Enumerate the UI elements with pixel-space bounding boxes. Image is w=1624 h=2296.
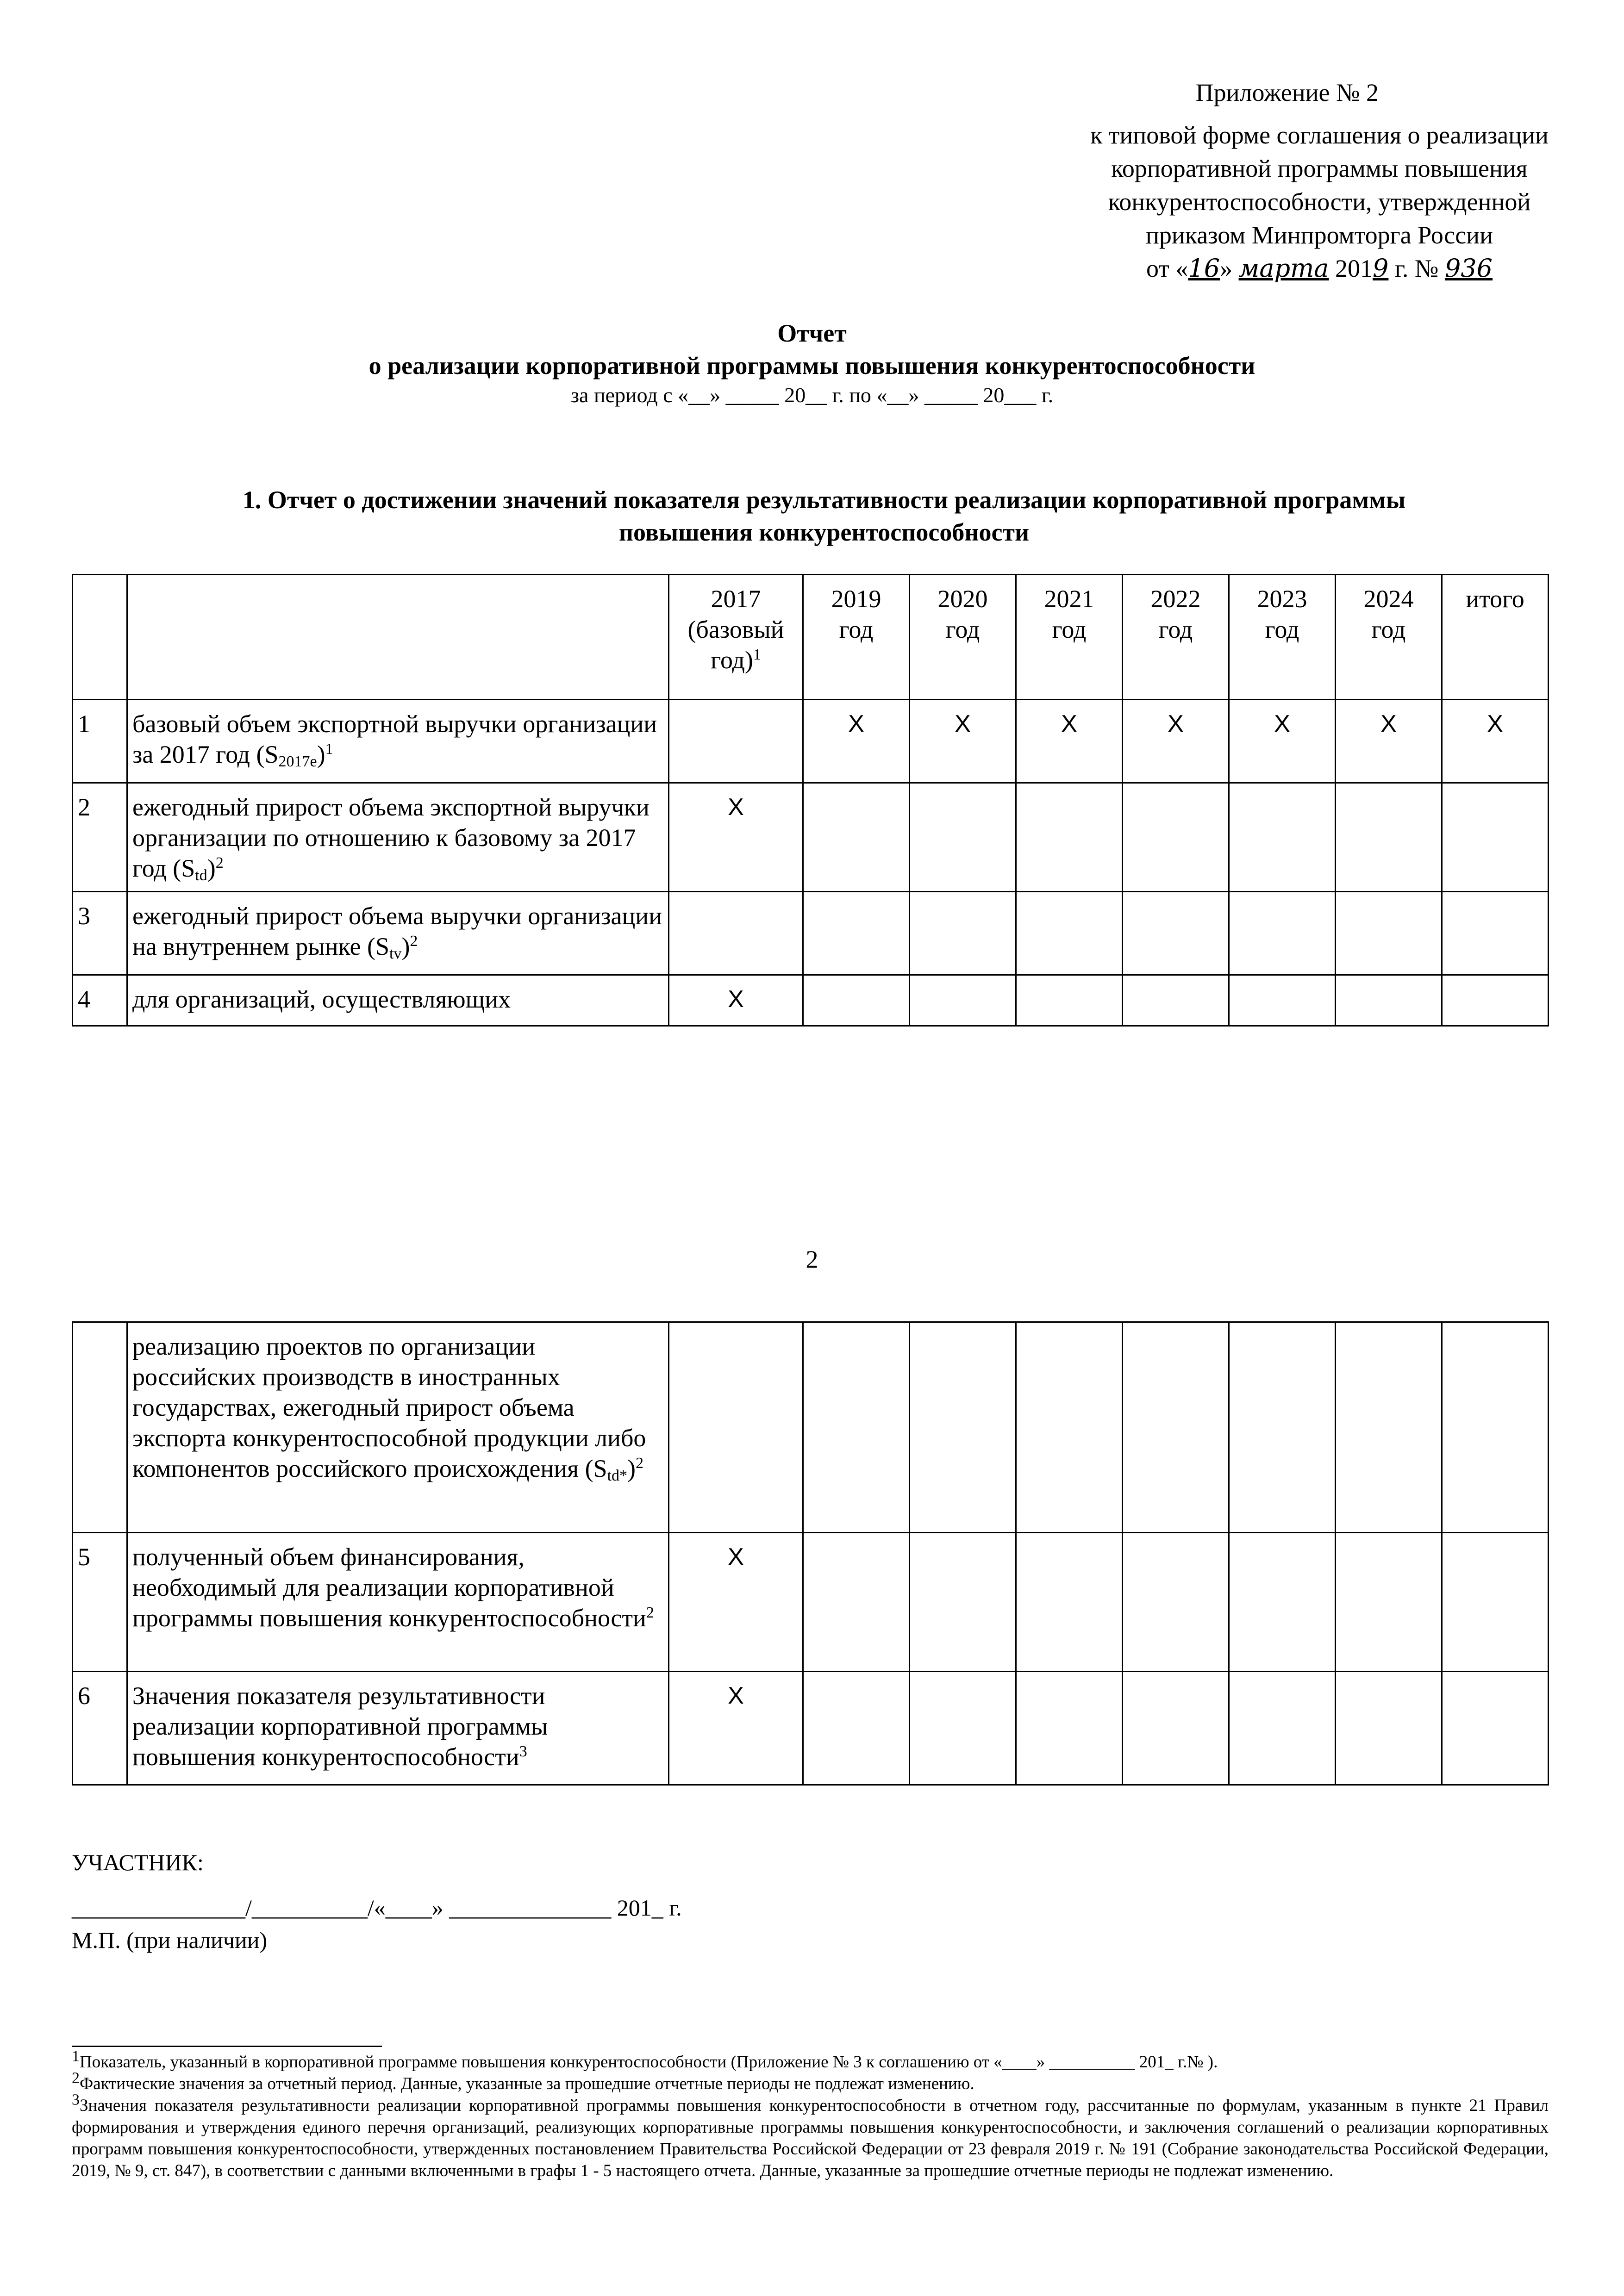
- indicator-table-part2: [72, 1321, 1549, 1786]
- section-title-line: 1. Отчет о достижении значений показателя результативности реализации корпоративной программы: [242, 486, 1406, 514]
- table-cell: [1229, 975, 1336, 1026]
- row-subscript: td*: [607, 1467, 628, 1484]
- header-text: 2024: [1363, 585, 1414, 613]
- footnote-ref: 2: [646, 1604, 654, 1621]
- header-year: [1123, 575, 1229, 700]
- header-text: 2019: [831, 585, 881, 613]
- header-text: 2021: [1044, 585, 1094, 613]
- footnote-mark: 1: [72, 2047, 80, 2065]
- header-text: год: [1371, 616, 1406, 643]
- footnote-ref: 2: [410, 933, 418, 950]
- table-cell: [803, 1672, 910, 1785]
- row-close: ): [401, 933, 410, 960]
- report-heading: Отчет: [777, 319, 847, 347]
- table-row: [73, 1322, 1549, 1533]
- table-cell: [669, 1322, 803, 1533]
- table-cell: [1229, 892, 1336, 975]
- header-text: 2017: [711, 585, 761, 613]
- table-cell: [910, 1672, 1016, 1785]
- cross-mark: X: [1123, 700, 1229, 783]
- table-row: [73, 975, 1549, 1026]
- cross-mark: X: [669, 1672, 803, 1785]
- header-text: 2023: [1257, 585, 1307, 613]
- indicator-table-part1: [72, 574, 1549, 1027]
- table-cell: [803, 892, 910, 975]
- table-cell: [1336, 783, 1442, 892]
- footnote-ref: 3: [519, 1743, 527, 1760]
- header-text: год: [1265, 616, 1299, 643]
- footnote-text: Фактические значения за отчетный период. Данные, указанные за прошедшие отчетные периоды не подлежат изменению.: [80, 2074, 974, 2093]
- header-year: [1229, 575, 1336, 700]
- signature-line: _______________/__________/«____» ______________ 201_ г.: [72, 1895, 682, 1921]
- page-number: 2: [806, 1245, 818, 1273]
- row-number: 3: [73, 892, 127, 975]
- table-cell: [1016, 1533, 1123, 1672]
- handwritten-number: 936: [1444, 254, 1493, 283]
- table-cell: [1229, 1322, 1336, 1533]
- footnote: [72, 2047, 1549, 2073]
- footnote-ref: 1: [753, 646, 761, 663]
- table-cell: [1442, 892, 1549, 975]
- row-number: 5: [73, 1533, 127, 1672]
- table-cell: [1016, 975, 1123, 1026]
- header-base-year: [669, 575, 803, 700]
- table-cell: [127, 575, 669, 700]
- header-text: год): [711, 646, 753, 674]
- report-title: [0, 317, 1624, 382]
- table-cell: [1229, 1672, 1336, 1785]
- row-text: базовый объем экспортной выручки организации за 2017 год (S: [132, 710, 657, 768]
- footnotes: [72, 2047, 1549, 2182]
- table-cell: [1016, 892, 1123, 975]
- table-row: [73, 700, 1549, 783]
- header-year: [1336, 575, 1442, 700]
- row-label: для организаций, осуществляющих: [127, 975, 669, 1026]
- cross-mark: X: [803, 700, 910, 783]
- table-cell: [1336, 1672, 1442, 1785]
- table-cell: [1123, 975, 1229, 1026]
- date-prefix: от «: [1146, 255, 1188, 282]
- footnote-ref: 2: [636, 1455, 644, 1472]
- header-text: год: [1052, 616, 1087, 643]
- appendix-line: конкурентоспособности, утвержденной: [1108, 188, 1531, 216]
- table-cell: [1336, 1533, 1442, 1672]
- footnote-mark: 2: [72, 2069, 80, 2087]
- row-number: 1: [73, 700, 127, 783]
- header-text: год: [839, 616, 874, 643]
- row-text: Значения показателя результативности реализации корпоративной программы повышения конкурентоспособности: [132, 1682, 548, 1771]
- appendix-date: [1065, 252, 1574, 285]
- table-cell: [1016, 1672, 1123, 1785]
- header-text: год: [945, 616, 980, 643]
- section-title-line: повышения конкурентоспособности: [618, 518, 1030, 546]
- header-total: итого: [1442, 575, 1549, 700]
- row-subscript: td: [195, 867, 207, 884]
- table-cell: [1336, 1322, 1442, 1533]
- table-header-row: [73, 575, 1549, 700]
- handwritten-day: 16: [1188, 254, 1220, 283]
- table-cell: [669, 700, 803, 783]
- header-text: 2022: [1150, 585, 1201, 613]
- table-cell: [1442, 1533, 1549, 1672]
- section-title: [157, 484, 1491, 548]
- header-year: [803, 575, 910, 700]
- table-cell: [669, 892, 803, 975]
- cross-mark: X: [910, 700, 1016, 783]
- table-row: [73, 1672, 1549, 1785]
- row-subscript: 2017e: [278, 753, 317, 770]
- table-cell: [1229, 783, 1336, 892]
- cross-mark: X: [669, 1533, 803, 1672]
- table-cell: [1123, 1533, 1229, 1672]
- appendix-line: приказом Минпромторга России: [1146, 221, 1493, 249]
- table-cell: [1442, 783, 1549, 892]
- table-row: [73, 1533, 1549, 1672]
- table-cell: [803, 1533, 910, 1672]
- appendix-note: [1065, 118, 1574, 285]
- header-text: 2020: [937, 585, 988, 613]
- table-cell: [910, 1533, 1016, 1672]
- row-label: [127, 783, 669, 892]
- row-label: [127, 1672, 669, 1785]
- row-label: [127, 892, 669, 975]
- table-cell: [1442, 1672, 1549, 1785]
- table-cell: [1229, 1533, 1336, 1672]
- header-year: [1016, 575, 1123, 700]
- header-year: [910, 575, 1016, 700]
- footnote-mark: 3: [72, 2091, 80, 2109]
- footnote-ref: 2: [215, 854, 224, 871]
- cross-mark: X: [669, 783, 803, 892]
- row-number: 6: [73, 1672, 127, 1785]
- table-cell: [803, 783, 910, 892]
- footnote-text: Показатель, указанный в корпоративной программе повышения конкурентоспособности (Приложение № 3 к соглашению от «____» __________ 201_ г.№ ).: [80, 2053, 1218, 2072]
- row-text: ежегодный прирост объема экспортной выручки организации по отношению к базовому за 2017 год (S: [132, 793, 650, 882]
- table-row: [73, 783, 1549, 892]
- table-cell: [1336, 892, 1442, 975]
- row-close: ): [317, 740, 325, 768]
- row-number: 4: [73, 975, 127, 1026]
- row-label: [127, 1322, 669, 1533]
- report-period: за период с «__» _____ 20__ г. по «__» _____ 20___ г.: [570, 383, 1054, 407]
- cross-mark: X: [1442, 700, 1549, 783]
- row-number: 2: [73, 783, 127, 892]
- table-cell: [910, 975, 1016, 1026]
- cross-mark: X: [1016, 700, 1123, 783]
- date-mid: »: [1220, 255, 1239, 282]
- table-cell: [1442, 975, 1549, 1026]
- cross-mark: X: [1336, 700, 1442, 783]
- table-cell: [1123, 892, 1229, 975]
- row-subscript: tv: [389, 945, 402, 962]
- participant-label: УЧАСТНИК:: [72, 1849, 204, 1875]
- footnote-text: Значения показателя результативности реализации корпоративной программы повышения конкурентоспособности в отчетном году, рассчитанные по формулам, указанным в пункте 21 Правил формирования и утверждения единого перечня организаций, реализующих корпоративные программы повышения конкурентоспособности, и заключения соглашений о реализации корпоративных программ повышения конкурентоспособности, утвержденных постановлением Правительства Российской Федерации от 23 февраля 2019 г. № 191 (Собрание законодательства Российской Федерации, 2019, № 9, ст. 847), в соответствии с данными включенными в графы 1 - 5 настоящего отчета. Данные, указанные за прошедшие отчетные периоды не подлежат изменению.: [72, 2096, 1549, 2180]
- footnote-divider: [72, 2046, 382, 2047]
- footnote: [72, 2091, 1549, 2182]
- table-cell: [1336, 975, 1442, 1026]
- row-text: реализацию проектов по организации российских производств в иностранных государствах, ежегодный прирост объема экспорта конкурентоспособной продукции либо компонентов российского происхождения (S: [132, 1332, 646, 1482]
- table-cell: [803, 975, 910, 1026]
- appendix-line: корпоративной программы повышения: [1111, 155, 1528, 182]
- table-cell: [1123, 1672, 1229, 1785]
- appendix-line: к типовой форме соглашения о реализации: [1090, 121, 1549, 149]
- report-subtitle: о реализации корпоративной программы повышения конкурентоспособности: [369, 352, 1255, 380]
- header-text: (базовый: [687, 616, 784, 643]
- table-cell: [910, 783, 1016, 892]
- footnote-ref: 1: [325, 740, 333, 758]
- date-year-suffix: г. №: [1388, 255, 1445, 282]
- table-cell: [910, 1322, 1016, 1533]
- row-text: ежегодный прирост объема выручки организации на внутреннем рынке (S: [132, 902, 662, 960]
- table-cell: [1016, 783, 1123, 892]
- row-close: ): [627, 1455, 636, 1482]
- table-cell: [73, 1322, 127, 1533]
- stamp-note: М.П. (при наличии): [72, 1927, 268, 1953]
- row-label: [127, 1533, 669, 1672]
- table-cell: [73, 575, 127, 700]
- handwritten-month: марта: [1238, 254, 1329, 283]
- table-cell: [1123, 1322, 1229, 1533]
- table-cell: [1016, 1322, 1123, 1533]
- row-text: полученный объем финансирования, необходимый для реализации корпоративной программы повышения конкурентоспособности: [132, 1543, 646, 1632]
- header-text: год: [1158, 616, 1193, 643]
- table-cell: [803, 1322, 910, 1533]
- row-label: [127, 700, 669, 783]
- table-row: [73, 892, 1549, 975]
- appendix-title: Приложение № 2: [1195, 79, 1379, 106]
- date-year-prefix: 201: [1329, 255, 1373, 282]
- row-close: ): [207, 854, 216, 882]
- handwritten-year-digit: 9: [1373, 254, 1389, 283]
- cross-mark: X: [669, 975, 803, 1026]
- table-cell: [1123, 783, 1229, 892]
- cross-mark: X: [1229, 700, 1336, 783]
- footnote: [72, 2069, 1549, 2095]
- table-cell: [1442, 1322, 1549, 1533]
- table-cell: [910, 892, 1016, 975]
